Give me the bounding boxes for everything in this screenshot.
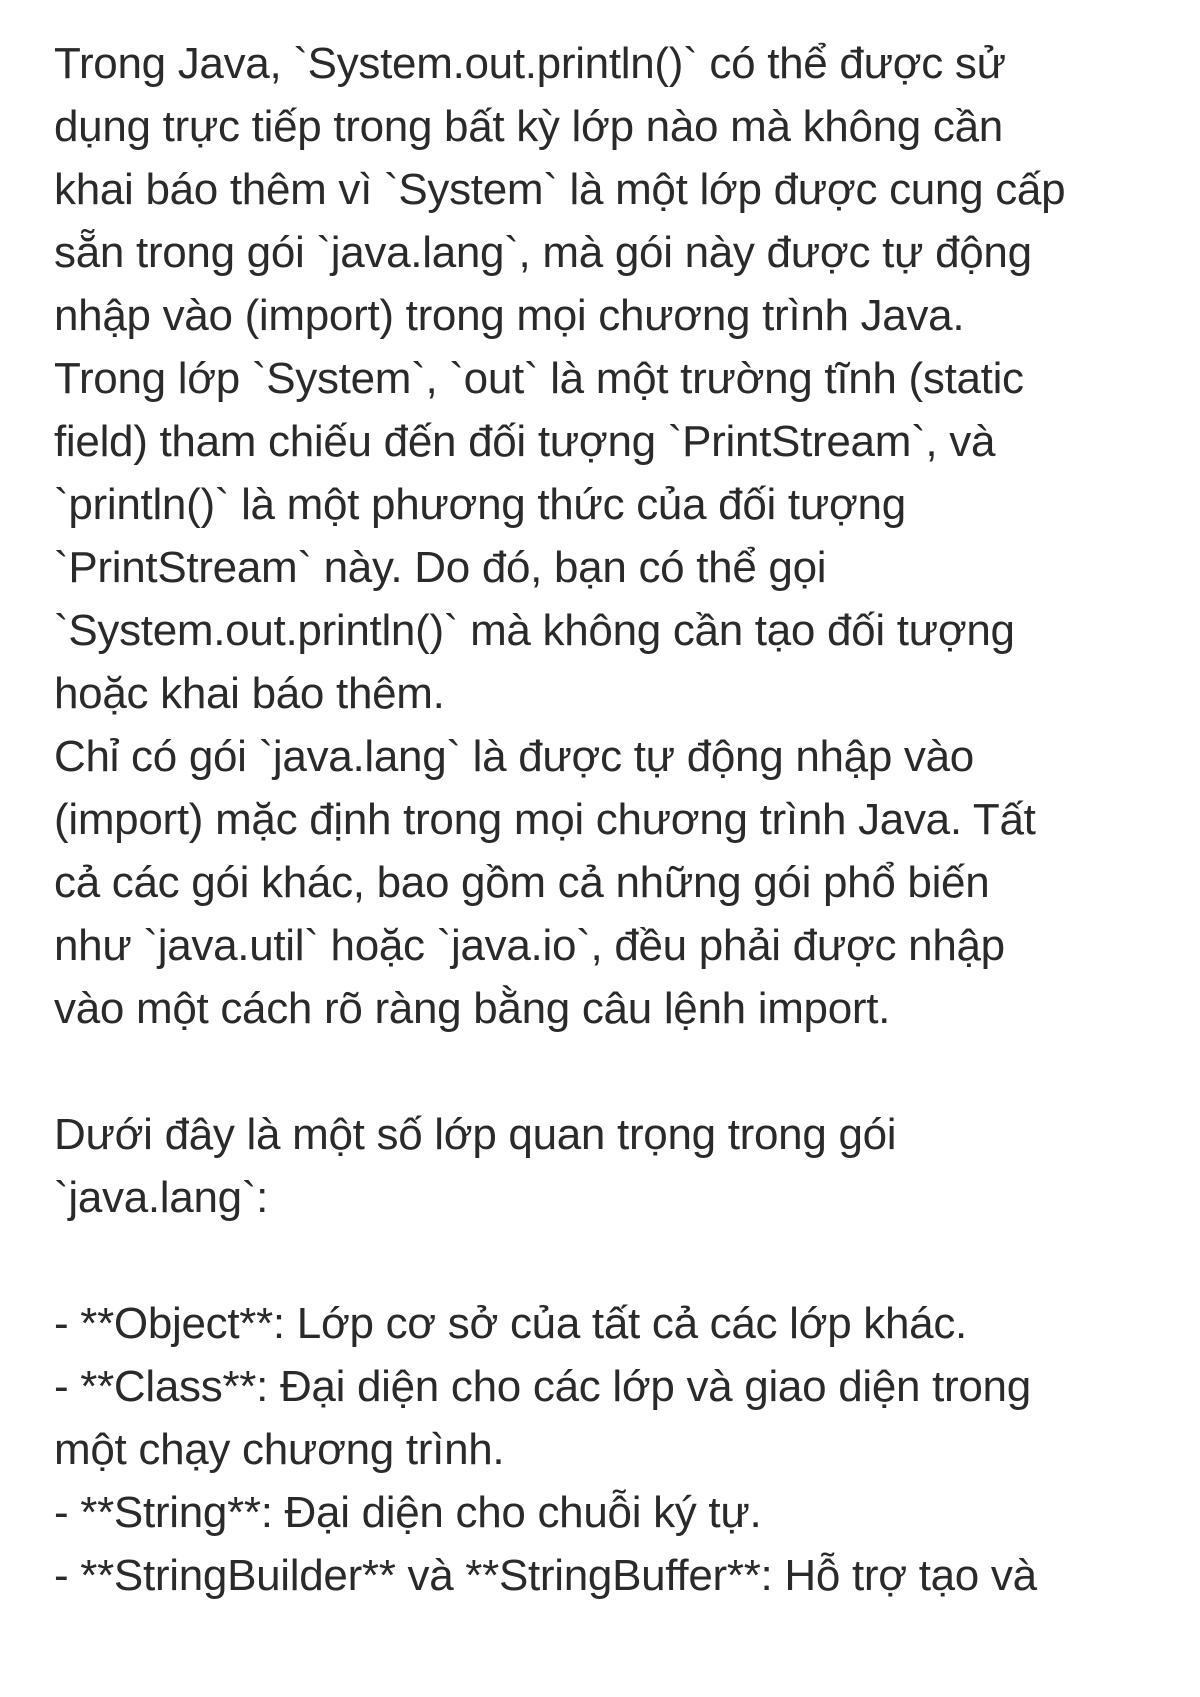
paragraph-list-intro bbox=[54, 1103, 1174, 1229]
text-line: dụng trực tiếp trong bất kỳ lớp nào mà không cần bbox=[54, 102, 1003, 151]
text-line: Trong Java, `System.out.println()` có thể được sử bbox=[54, 39, 1006, 88]
text-line: field) tham chiếu đến đối tượng `PrintStream`, và bbox=[54, 417, 996, 466]
list-item: một chạy chương trình. bbox=[54, 1425, 505, 1474]
text-line: `println()` là một phương thức của đối tượng bbox=[54, 480, 906, 529]
text-line: hoặc khai báo thêm. bbox=[54, 669, 445, 718]
text-line: Trong lớp `System`, `out` là một trường tĩnh (static bbox=[54, 354, 1024, 403]
text-line: như `java.util` hoặc `java.io`, đều phải được nhập bbox=[54, 921, 1005, 970]
text-line: nhập vào (import) trong mọi chương trình Java. bbox=[54, 291, 965, 340]
document-body bbox=[54, 32, 1174, 1607]
text-line: khai báo thêm vì `System` là một lớp được cung cấp bbox=[54, 165, 1066, 214]
text-line: cả các gói khác, bao gồm cả những gói phổ biến bbox=[54, 858, 990, 907]
text-line: sẵn trong gói `java.lang`, mà gói này được tự động bbox=[54, 228, 1032, 277]
text-line: `PrintStream` này. Do đó, bạn có thể gọi bbox=[54, 543, 827, 592]
text-line: Chỉ có gói `java.lang` là được tự động nhập vào bbox=[54, 732, 974, 781]
text-line: `java.lang`: bbox=[54, 1173, 269, 1222]
text-line: `System.out.println()` mà không cần tạo đối tượng bbox=[54, 606, 1015, 655]
text-line: (import) mặc định trong mọi chương trình Java. Tất bbox=[54, 795, 1036, 844]
blank-line bbox=[54, 1040, 1174, 1103]
list-item: - **String**: Đại diện cho chuỗi ký tự. bbox=[54, 1488, 762, 1537]
paragraph-imports bbox=[54, 725, 1174, 1040]
list-item: - **Class**: Đại diện cho các lớp và giao diện trong bbox=[54, 1362, 1031, 1411]
list-item: - **Object**: Lớp cơ sở của tất cả các lớp khác. bbox=[54, 1299, 967, 1348]
blank-line bbox=[54, 1229, 1174, 1292]
text-line: vào một cách rõ ràng bằng câu lệnh import. bbox=[54, 984, 891, 1033]
class-list bbox=[54, 1292, 1174, 1607]
paragraph-intro bbox=[54, 32, 1174, 725]
list-item: - **StringBuilder** và **StringBuffer**: Hỗ trợ tạo và bbox=[54, 1551, 1037, 1600]
text-line: Dưới đây là một số lớp quan trọng trong gói bbox=[54, 1110, 897, 1159]
